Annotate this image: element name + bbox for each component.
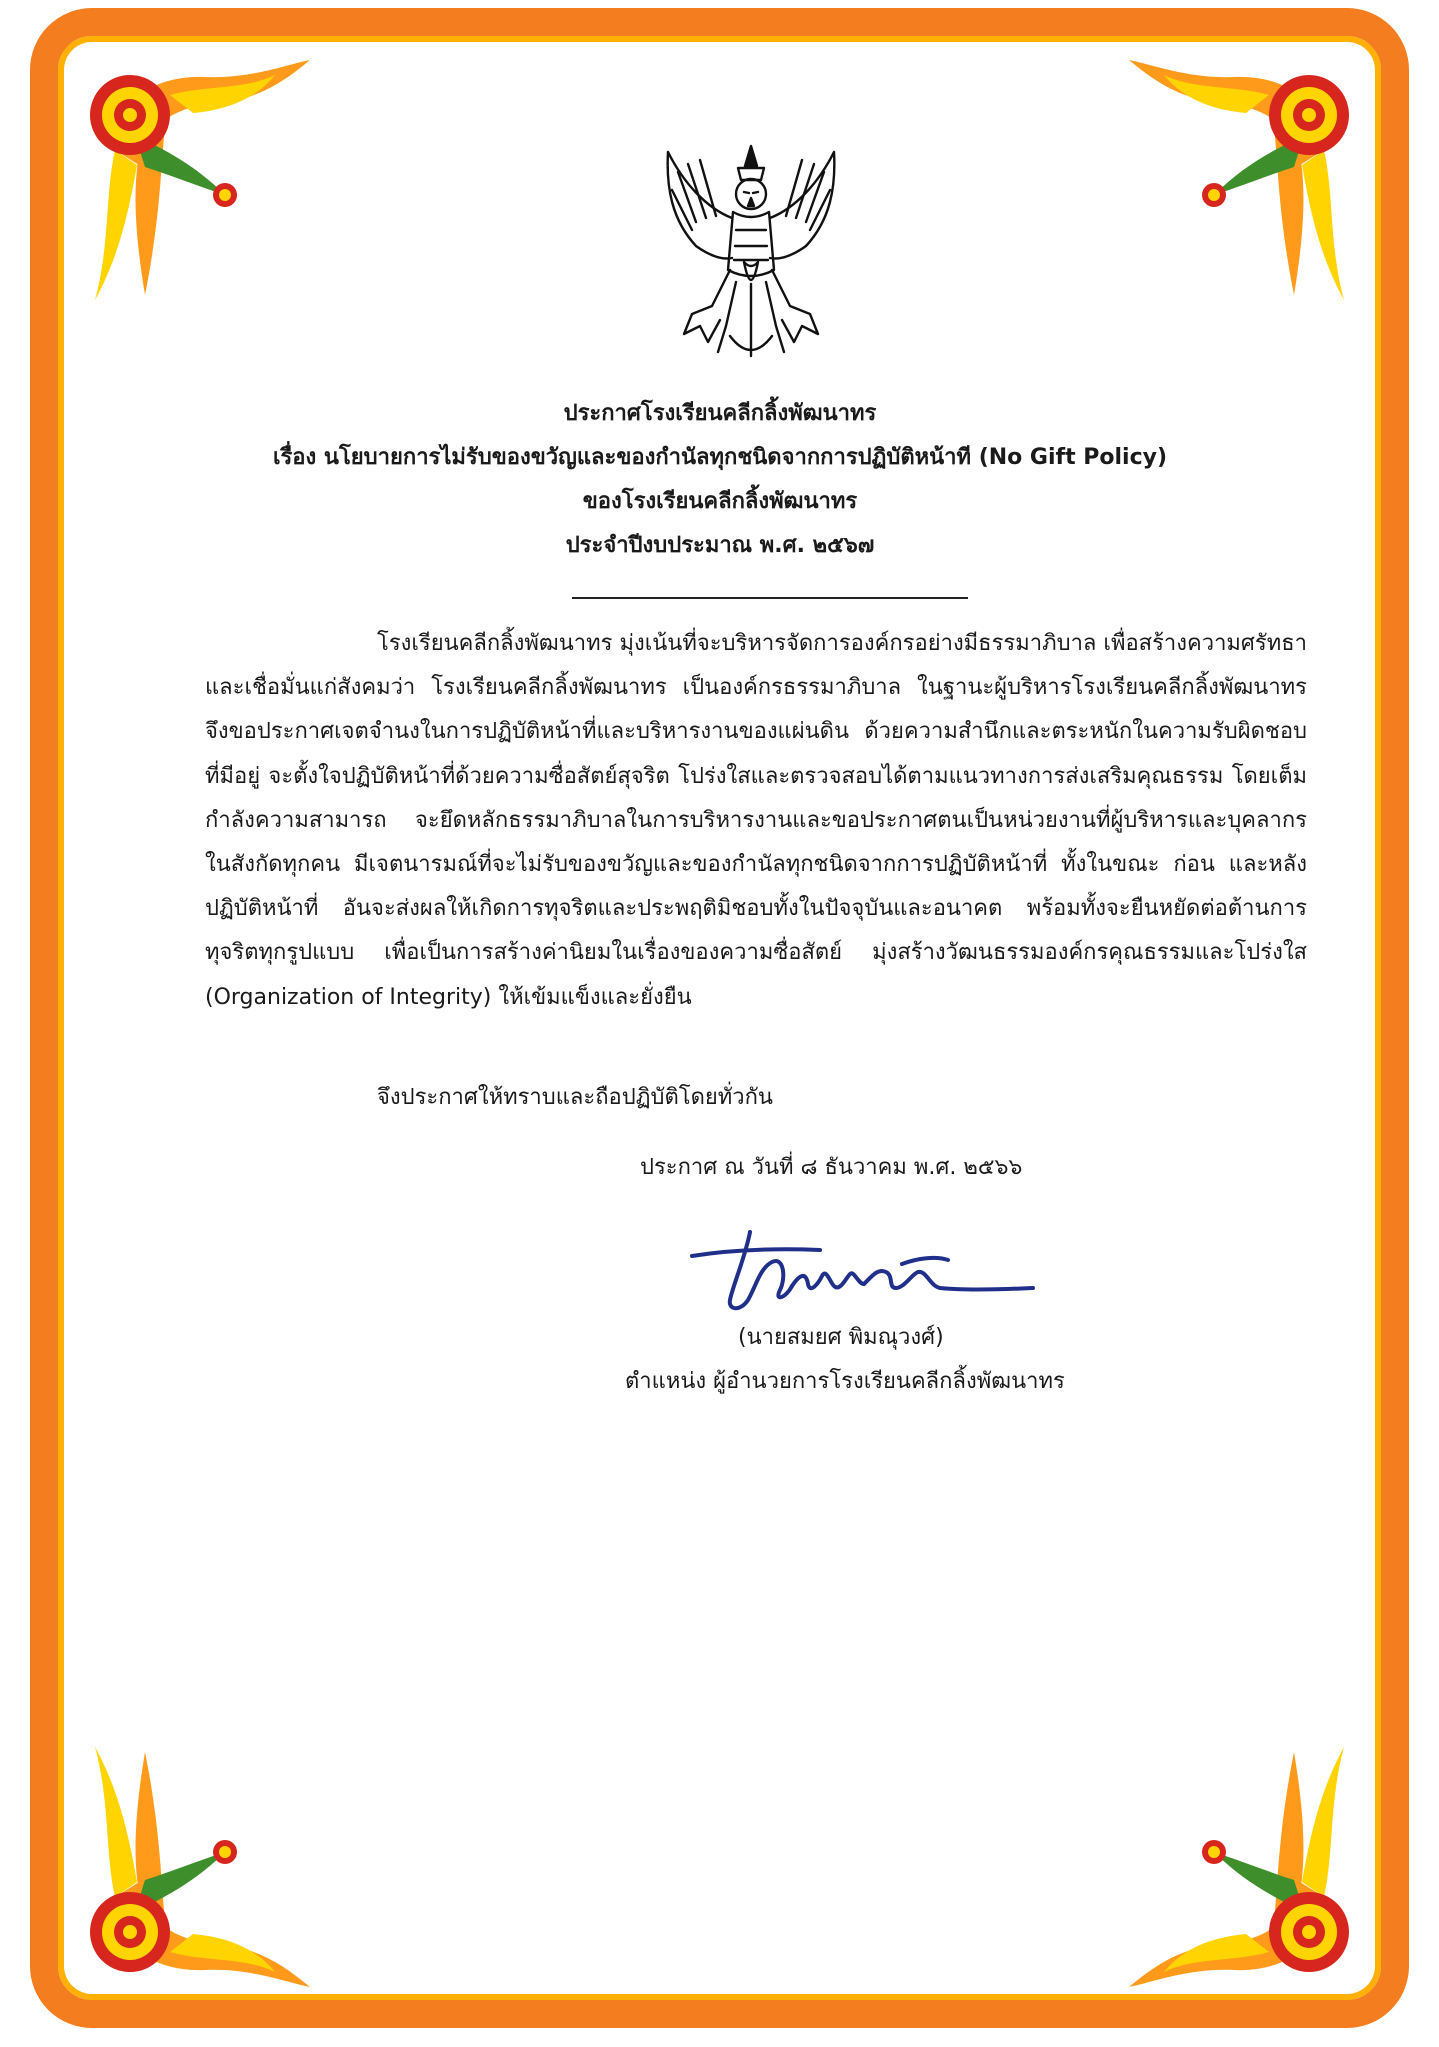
corner-ornament-top-left [75, 55, 325, 305]
corner-ornament-top-right [1114, 55, 1364, 305]
heading-fiscal-year: ประจำปีงบประมาณ พ.ศ. ๒๕๖๗ [565, 533, 875, 558]
policy-paragraph: โรงเรียนคลีกลิ้งพัฒนาทร มุ่งเน้นที่จะบริหารจัดการองค์กรอย่างมีธรรมาภิบาล เพื่อสร้างความศรัทธาและเชื่อมั่นแก่สังคมว่า โรงเรียนคลีกลิ้งพัฒนาทร เป็นองค์กรธรรมาภิบาล ในฐานะผู้บริหารโรงเรียนคลีกลิ้งพัฒนาทร จึงขอประกาศเจตจำนงในการปฏิบัติหน้าที่และบริหารงานของแผ่นดิน ด้วยความสำนึกและตระหนักในความรับผิดชอบที่มีอยู่ จะตั้งใจปฏิบัติหน้าที่ด้วยความซื่อสัตย์สุจริต โปร่งใสและตรวจสอบได้ตามแนวทางการส่งเสริมคุณธรรม โดยเต็มกำลังความสามารถ จะยึดหลักธรรมาภิบาลในการบริหารงานและขอประกาศตนเป็นหน่วยงานที่ผู้บริหารและบุคลากรในสังกัดทุกคน มีเจตนารมณ์ที่จะไม่รับของขวัญและของกำนัลทุกชนิดจากการปฏิบัติหน้าที่ ทั้งในขณะ ก่อน และหลังปฏิบัติหน้าที่ อันจะส่งผลให้เกิดการทุจริตและประพฤติมิชอบทั้งในปัจจุบันและอนาคต พร้อมทั้งจะยืนหยัดต่อต้านการทุจริตทุกรูปแบบ เพื่อเป็นการสร้างค่านิยมในเรื่องของความซื่อสัตย์ มุ่งสร้างวัฒนธรรมองค์กรคุณธรรมและโปร่งใส (Organization of Integrity) ให้เข้มแข็งและยั่งยืน [205, 631, 1307, 1010]
announcement-heading [180, 392, 1260, 568]
corner-ornament-bottom-left [75, 1742, 325, 1992]
handwritten-signature [690, 1228, 1035, 1320]
announcement-date: ประกาศ ณ วันที่ ๘ ธันวาคม พ.ศ. ๒๕๖๖ [640, 1155, 1023, 1180]
garuda-emblem [648, 138, 854, 366]
corner-ornament-bottom-right [1114, 1742, 1364, 1992]
heading-subject: เรื่อง นโยบายการไม่รับของขวัญและของกำนัลทุกชนิดจากการปฏิบัติหน้าที (No Gift Policy) [272, 445, 1168, 470]
closing-statement: จึงประกาศให้ทราบและถือปฏิบัติโดยทั่วกัน [377, 1085, 773, 1110]
heading-organization: ของโรงเรียนคลีกลิ้งพัฒนาทร [582, 489, 858, 514]
heading-divider [572, 597, 968, 599]
signer-name: (นายสมยศ พิมณุวงศ์) [738, 1325, 944, 1350]
signer-position: ตำแหน่ง ผู้อำนวยการโรงเรียนคลีกลิ้งพัฒนาทร [625, 1369, 1065, 1394]
heading-title: ประกาศโรงเรียนคลีกลิ้งพัฒนาทร [563, 401, 877, 426]
